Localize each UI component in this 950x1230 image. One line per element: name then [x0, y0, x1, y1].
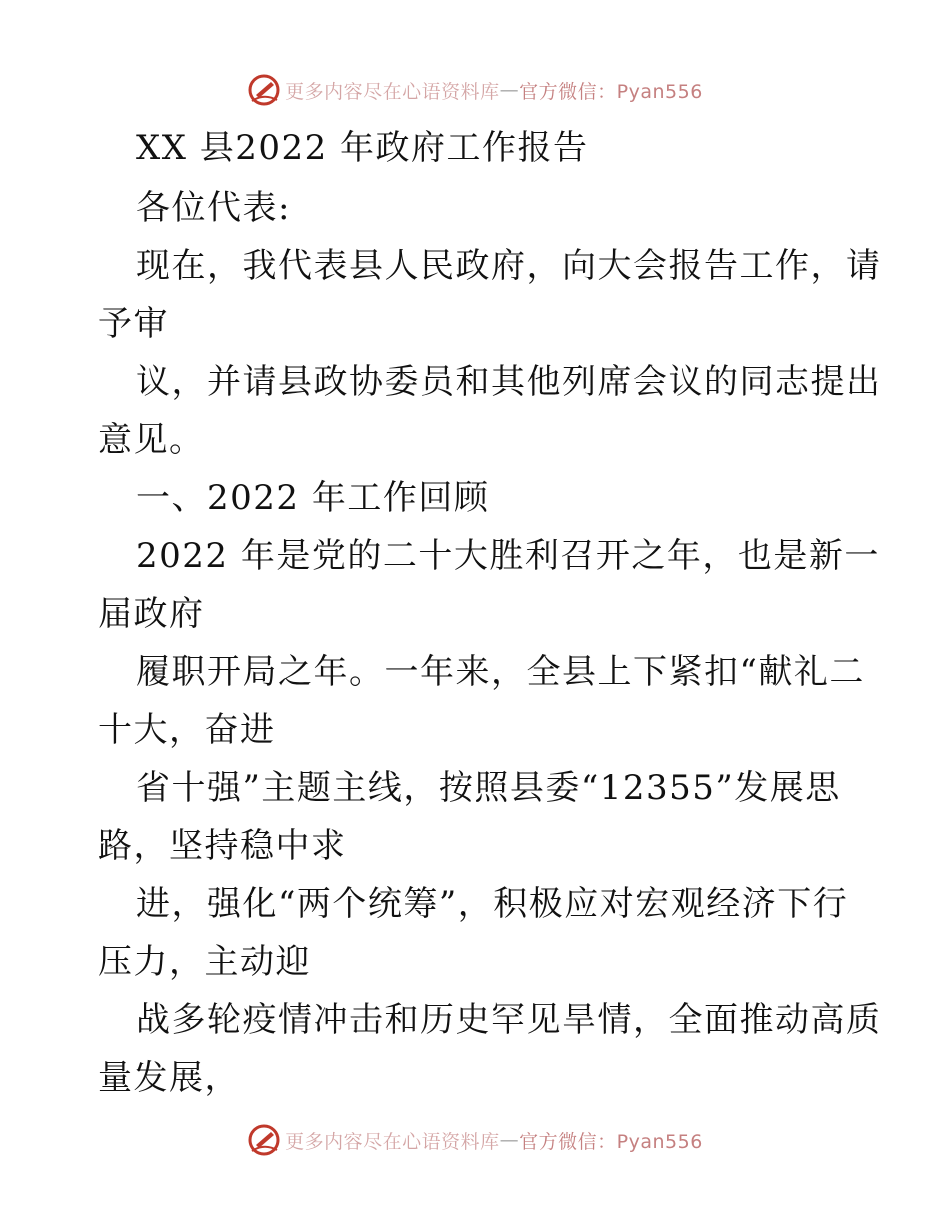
paragraph-line: 路，坚持稳中求: [98, 826, 347, 866]
paragraph-line: 量发展，: [98, 1058, 240, 1098]
paragraph-line: 压力，主动迎: [98, 942, 311, 982]
paragraph-line: 十大，奋进: [98, 710, 276, 750]
watermark-separator: —: [499, 1129, 520, 1151]
watermark-text: 更多内容尽在心语资料库: [285, 80, 500, 103]
brand-logo-icon: [247, 73, 281, 107]
watermark-banner-bottom: [0, 1120, 950, 1160]
paragraph-line: 战多轮疫情冲击和历史罕见旱情，全面推动高质: [136, 1000, 882, 1040]
watermark-wechat: 官方微信：Pyan556: [519, 1130, 703, 1153]
paragraph-line: 省十强”主题主线，按照县委“12355”发展思: [136, 768, 841, 808]
paragraph-line: 2022 年是党的二十大胜利召开之年，也是新一: [136, 536, 880, 576]
paragraph-line: 予审: [98, 304, 169, 344]
watermark-text: 更多内容尽在心语资料库: [285, 1130, 500, 1153]
watermark-wechat: 官方微信：Pyan556: [519, 80, 703, 103]
watermark-banner-top: [0, 70, 950, 110]
paragraph-line: 进，强化“两个统筹”，积极应对宏观经济下行: [136, 884, 849, 924]
brand-logo-icon: [247, 1123, 281, 1157]
document-title: XX 县2022 年政府工作报告: [136, 128, 589, 168]
section-heading: 一、2022 年工作回顾: [136, 478, 490, 518]
paragraph-line: 现在，我代表县人民政府，向大会报告工作，请: [136, 246, 882, 286]
paragraph-line: 届政府: [98, 594, 205, 634]
paragraph-line: 意见。: [98, 420, 205, 460]
watermark-separator: —: [499, 79, 520, 101]
salutation: 各位代表:: [136, 188, 291, 228]
paragraph-line: 履职开局之年。一年来，全县上下紧扣“献礼二: [136, 652, 865, 692]
paragraph-line: 议，并请县政协委员和其他列席会议的同志提出: [136, 362, 882, 402]
